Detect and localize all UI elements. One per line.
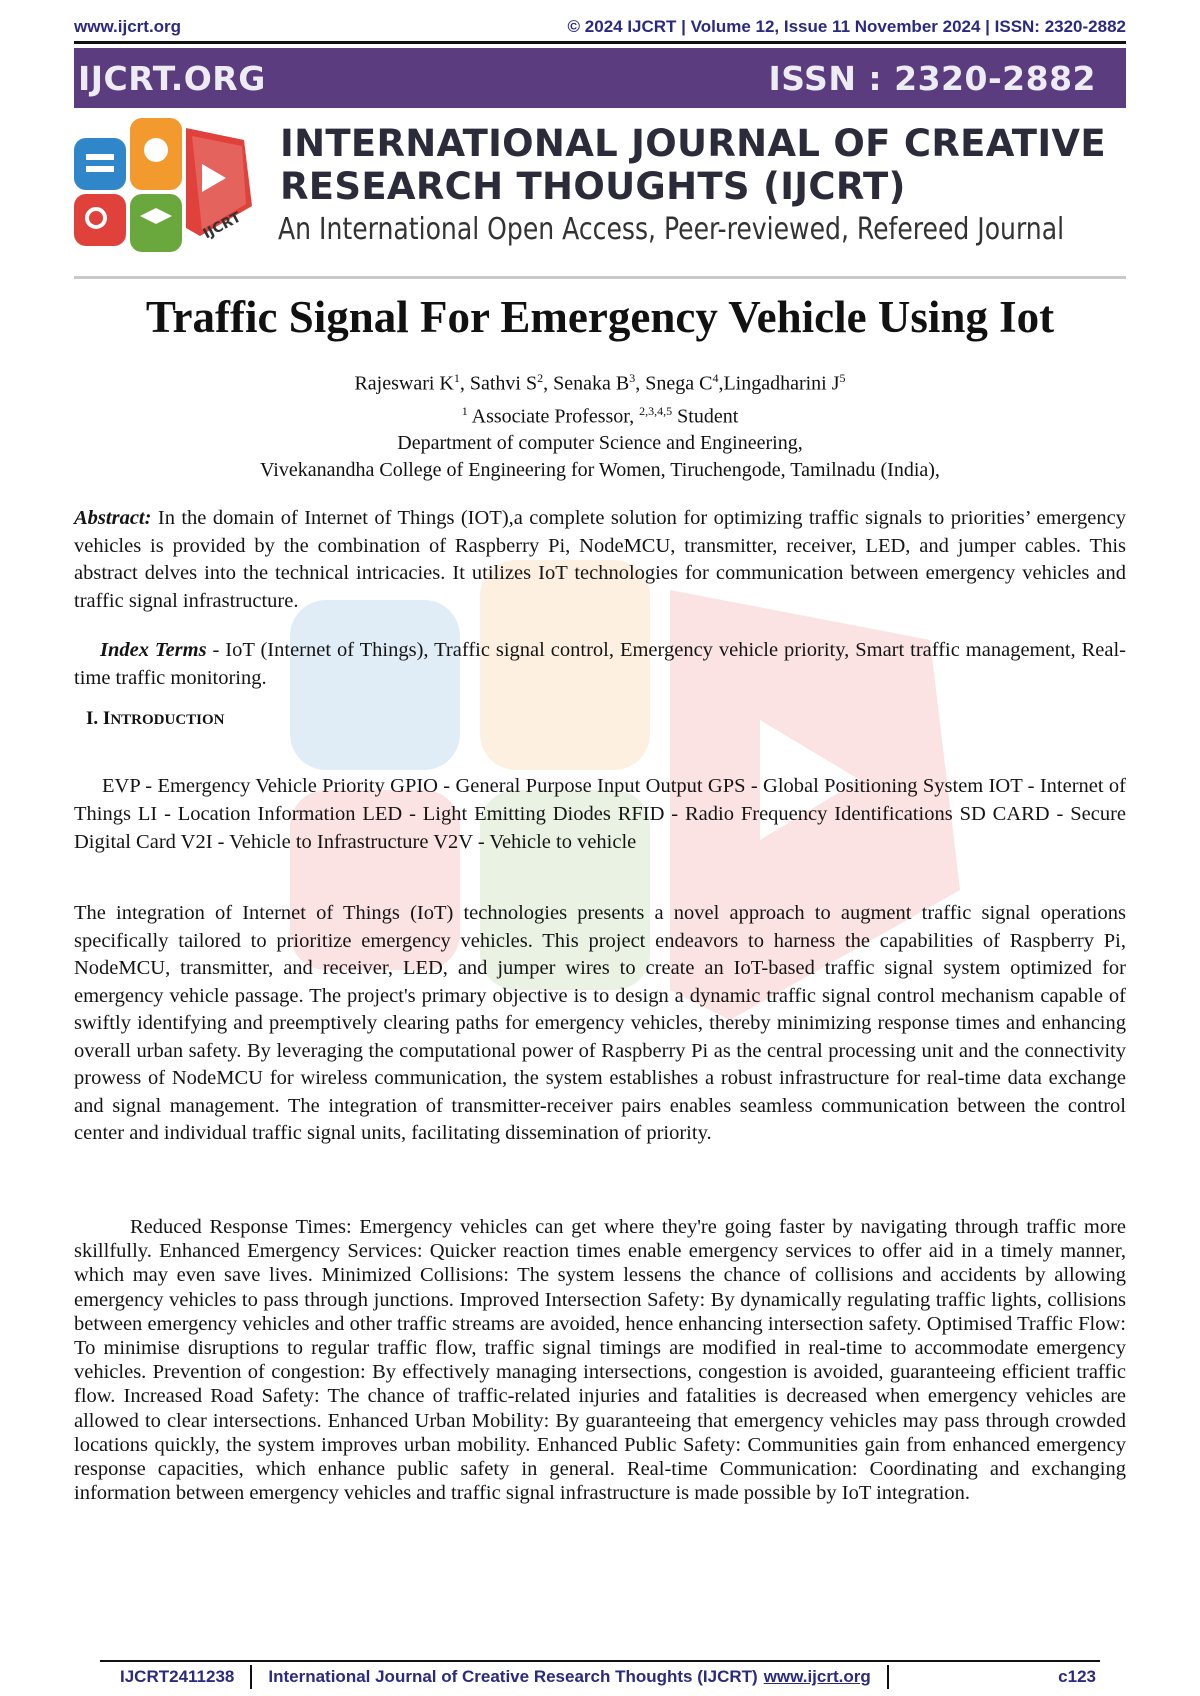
author-affiliation-mark: 3 (629, 371, 636, 385)
abstract-label: Abstract: (74, 507, 152, 529)
index-terms-label: Index Terms (100, 639, 207, 661)
author-block (74, 365, 1126, 484)
page-number: c123 (1058, 1667, 1096, 1686)
introduction-paragraph-1: The integration of Internet of Things (IoT) technologies presents a novel approach to augment traffic signal operations specifically tailored to prioritize emergency vehicles. This project endeavors to harness the capabilities of Raspberry Pi, NodeMCU, transmitter, and receiver, LED, and jumper wires to create an IoT-based traffic signal system optimized for emergency vehicle passage. The project's primary objective is to design a dynamic traffic signal control mechanism capable of swiftly identifying and preemptively clearing paths for emergency vehicles, thereby minimizing response times and enhancing overall urban safety. By leveraging the computational power of Raspberry Pi as the central processing unit and the connectivity prowess of NodeMCU for wireless communication, the system establishes a robust infrastructure for real-time data exchange and signal management. The integration of transmitter-receiver pairs enables seamless communication between the control center and individual traffic signal units, facilitating dissemination of priority. (74, 902, 1126, 1144)
index-terms (74, 637, 1126, 692)
section-heading-introduction: I. INTRODUCTION (86, 708, 225, 729)
department: Department of computer Science and Engineering, (397, 432, 803, 455)
author-affiliation-mark: 2 (537, 371, 544, 385)
running-header (74, 14, 1126, 40)
page-footer (100, 1663, 1100, 1691)
paper-title: Traffic Signal For Emergency Vehicle Using Iot (145, 292, 1055, 342)
author-list: Rajeswari $K^1$, Sathvi $S^2$, Senaka $B^3$, Snega $C^4,Lingadharini$ $J^5$ (354, 371, 846, 395)
journal-banner (74, 48, 1126, 108)
abstract (74, 505, 1126, 615)
header-rule (74, 41, 1126, 44)
ijcrt-logo-icon (74, 118, 274, 268)
footer-journal-name: International Journal of Creative Research Thoughts (IJCRT) (268, 1667, 758, 1686)
paper-id: IJCRT2411238 (120, 1667, 235, 1686)
author-affiliation-mark: 5 (839, 371, 846, 385)
footer-separator (250, 1665, 252, 1689)
author-name: Snega C (645, 372, 713, 395)
journal-title-line2: RESEARCH THOUGHTS (IJCRT) (280, 165, 906, 208)
author-name: Lingadharini J (723, 372, 840, 395)
abbreviations-paragraph: EVP - Emergency Vehicle Priority GPIO - General Purpose Input Output GPS - Global Positioning System IOT - Internet of Things LI - Location Information LED - Light Emitting Diodes RFID - Radio Frequency Identifications SD CARD - Secure Digital Card V2I - Vehicle to Infrastructure V2V - Vehicle to vehicle (74, 775, 1126, 853)
journal-title (280, 122, 1126, 208)
banner-issn: ISSN : 2320-2882 (768, 58, 1096, 98)
masthead-divider (74, 276, 1126, 279)
author-name: Senaka B (553, 372, 630, 395)
journal-subtitle: An International Open Access, Peer-reviewed, Refereed Journal (278, 212, 1065, 247)
author-name: Sathvi S (469, 372, 538, 395)
footer-link[interactable]: www.ijcrt.org (763, 1667, 871, 1686)
journal-title-line1: INTERNATIONAL JOURNAL OF CREATIVE (280, 122, 1106, 165)
introduction-paragraph-2: Reduced Response Times: Emergency vehicles can get where they're going faster by navigating through traffic more skillfully. Enhanced Emergency Services: Quicker reaction times enable emergency services to offer aid in a timely manner, which may even save lives. Minimized Collisions: The system lessens the chance of collisions and accidents by allowing emergency vehicles to pass through junctions. Improved Intersection Safety: By dynamically regulating traffic lights, collisions between emergency vehicles and other traffic streams are avoided, hence enhancing intersection safety. Optimised Traffic Flow: To minimise disruptions to regular traffic flow, traffic signal timings are modified in real-time to accommodate emergency vehicles. Prevention of congestion: By effectively managing intersections, congestion is avoided, guaranteeing efficient traffic flow. Increased Road Safety: The chance of traffic-related injuries and fatalities is decreased when emergency vehicles are allowed to clear intersections. Enhanced Urban Mobility: By guaranteeing that emergency vehicles may pass through crowded locations quickly, the system improves urban mobility. Enhanced Public Safety: Communities gain from enhanced emergency response capacities, which enhance public safety in general. Real-time Communication: Coordinating and exchanging information between emergency vehicles and traffic signal infrastructure is made possible by IoT integration. (74, 1216, 1126, 1505)
footer-rule (100, 1660, 1100, 1662)
author-roles: $^1$ Associate Professor, $^{2,3,4,5}$ Student (461, 403, 739, 428)
author-affiliation-mark: 4 (712, 371, 719, 385)
college: Vivekanandha College of Engineering for Women, Tiruchengode, Tamilnadu (India), (260, 459, 940, 482)
index-terms-text: - IoT (Internet of Things), Traffic signal control, Emergency vehicle priority, Smart traffic management, Real-time traffic monitoring. (74, 639, 1126, 689)
author-affiliation-mark: 1 (453, 371, 460, 385)
issue-info: © 2024 IJCRT | Volume 12, Issue 11 November 2024 | ISSN: 2320-2882 (567, 17, 1126, 36)
abstract-text: In the domain of Internet of Things (IOT),a complete solution for optimizing traffic signals to priorities’ emergency vehicles is provided by the combination of Raspberry Pi, NodeMCU, transmitter, receiver, LED, and jumper cables. This abstract delves into the technical intricacies. It utilizes IoT technologies for communication between emergency vehicles and traffic signal infrastructure. (74, 507, 1126, 612)
journal-logo (74, 118, 274, 268)
banner-site-name: IJCRT.ORG (78, 58, 266, 98)
logo-text: IJCRT (200, 209, 244, 243)
footer-separator (887, 1665, 889, 1689)
author-name: Rajeswari K (354, 372, 454, 395)
site-url[interactable]: www.ijcrt.org (74, 17, 182, 36)
